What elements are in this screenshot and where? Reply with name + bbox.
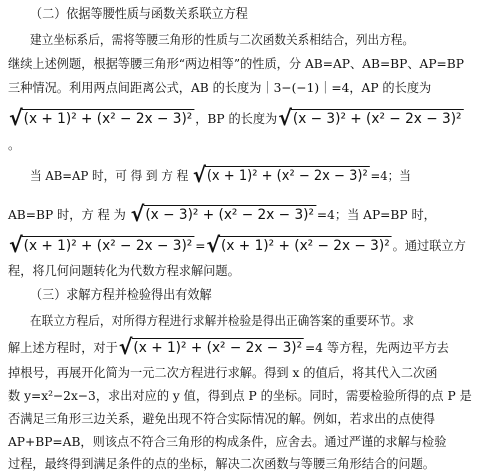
paragraph-line: 否满足三角形三边关系，避免出现不符合实际情况的解。例如，若求出的点使得: [8, 411, 436, 426]
radical-equation: √ (x + 1)² + (x² − 2x − 3)²: [119, 338, 304, 357]
text-fragment: =: [195, 238, 206, 253]
paragraph-line: [8, 109, 492, 128]
text-fragment: 解上述方程时，对于: [8, 340, 118, 355]
radical-bp: √ (x − 3)² + (x² − 2x − 3)²: [278, 109, 463, 128]
text-fragment: ，BP 的长度为: [195, 111, 278, 126]
paragraph-line: 数 y=x²−2x−3，求出对应的 y 值，得到点 P 的坐标。同时，需要检验所得的点 P 是: [8, 388, 472, 403]
radical-ap: √ (x + 1)² + (x² − 2x − 3)²: [9, 109, 194, 128]
paragraph-line: 。: [8, 137, 21, 152]
paragraph-line: 过程，最终得到满足条件的点的坐标，解决二次函数与等腰三角形结合的问题。: [8, 456, 436, 471]
paragraph-line: 三种情况。利用两点间距离公式，AB 的长度为｜3−(−1)｜=4，AP 的长度为: [8, 80, 432, 95]
text-fragment: =4；当: [370, 168, 411, 183]
paragraph-line: 建立坐标系后，需将等腰三角形的性质与二次函数关系相结合，列出方程。: [30, 32, 415, 47]
radical-equation-3a: √ (x + 1)² + (x² − 2x − 3)²: [9, 236, 194, 255]
text-fragment: =4；当 AP=BP 时，: [316, 207, 436, 222]
radical-equation-3b: √ (x + 1)² + (x² − 2x − 3)²: [206, 236, 391, 255]
text-fragment: 。通过联立方: [392, 238, 466, 253]
paragraph-line: 掉根号，再展开化简为一元二次方程进行求解。得到 x 的值后，将其代入二次函: [8, 365, 438, 380]
paragraph-line: 程，将几何问题转化为代数方程求解问题。: [8, 263, 240, 278]
radical-equation-2: √ (x − 3)² + (x² − 2x − 3)²: [131, 205, 316, 224]
paragraph-line: AP+BP=AB，则该点不符合三角形的构成条件，应舍去。通过严谨的求解与检验: [8, 434, 447, 449]
section-3-heading: （三）求解方程并检验得出有效解: [30, 288, 212, 303]
paragraph-line: 继续上述例题，根据等腰三角形“两边相等”的性质，分 AB=AP、AB=BP、AP=BP: [8, 56, 464, 71]
text-fragment: 当 AB=AP 时，可 得 到 方 程: [30, 168, 189, 183]
text-fragment: =4 等方程，先两边平方去: [305, 340, 449, 355]
paragraph-line: [8, 338, 492, 357]
radical-equation-1: √ (x + 1)² + (x² − 2x − 3)²: [193, 166, 370, 185]
paragraph-line: [8, 236, 492, 255]
section-2-heading: （二）依据等腰性质与函数关系联立方程: [30, 7, 248, 22]
paragraph-line: 在联立方程后，对所得方程进行求解并检验是得出正确答案的重要环节。求: [30, 313, 415, 328]
paragraph-line: [30, 166, 492, 185]
paragraph-line: [8, 205, 492, 224]
text-fragment: AB=BP 时，方 程 为: [8, 207, 126, 222]
